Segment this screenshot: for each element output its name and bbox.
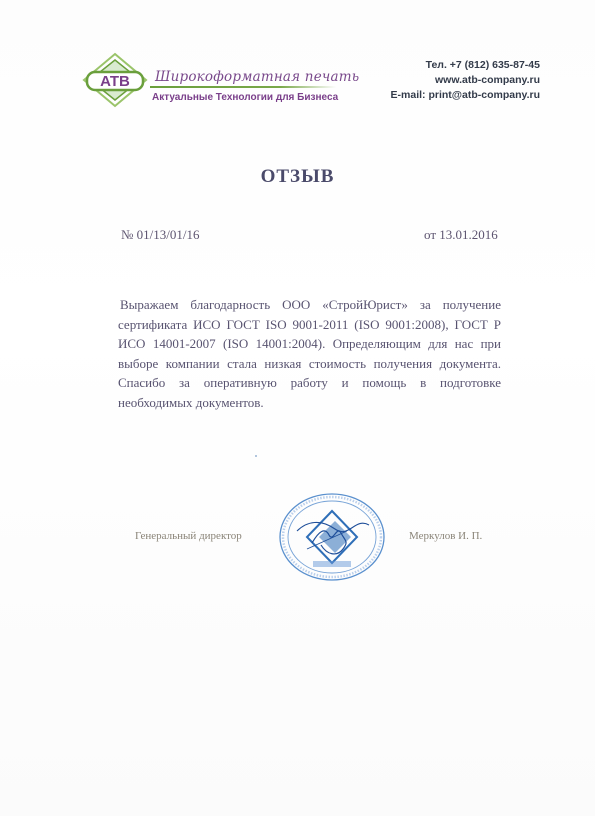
contact-phone: Тел. +7 (812) 635-87-45 [425, 59, 540, 71]
scan-speck [255, 455, 257, 457]
atb-logo [82, 52, 148, 108]
document-body: Выражаем благодарность ООО «СтройЮрист» за получение сертификата ИСО ГОСТ ISO 9001-2011 (ISO 9001:2008), ГОСТ Р ИСО 14001-2007 (ISO 14001:2004). Определяющим для нас при выборе компании стала низкая стоимость получения документа. Спасибо за оперативную работу и помощь в подготовке необходимых документов. [118, 297, 501, 410]
document-title: ОТЗЫВ [260, 166, 335, 187]
contact-website: www.atb-company.ru [434, 74, 540, 86]
document-number: № 01/13/01/16 [121, 227, 200, 242]
logo-text: ATB [100, 73, 130, 90]
document-date: от 13.01.2016 [424, 227, 498, 242]
brand-tagline: Актуальные Технологии для Бизнеса [152, 92, 339, 103]
brand-divider [150, 86, 336, 88]
company-stamp [277, 491, 387, 583]
contact-email: E-mail: print@atb-company.ru [390, 89, 540, 101]
signatory-name: Меркулов И. П. [409, 530, 483, 542]
brand-script: Широкоформатная печать [155, 69, 360, 85]
contact-block [391, 58, 540, 103]
signatory-role: Генеральный директор [135, 530, 242, 542]
